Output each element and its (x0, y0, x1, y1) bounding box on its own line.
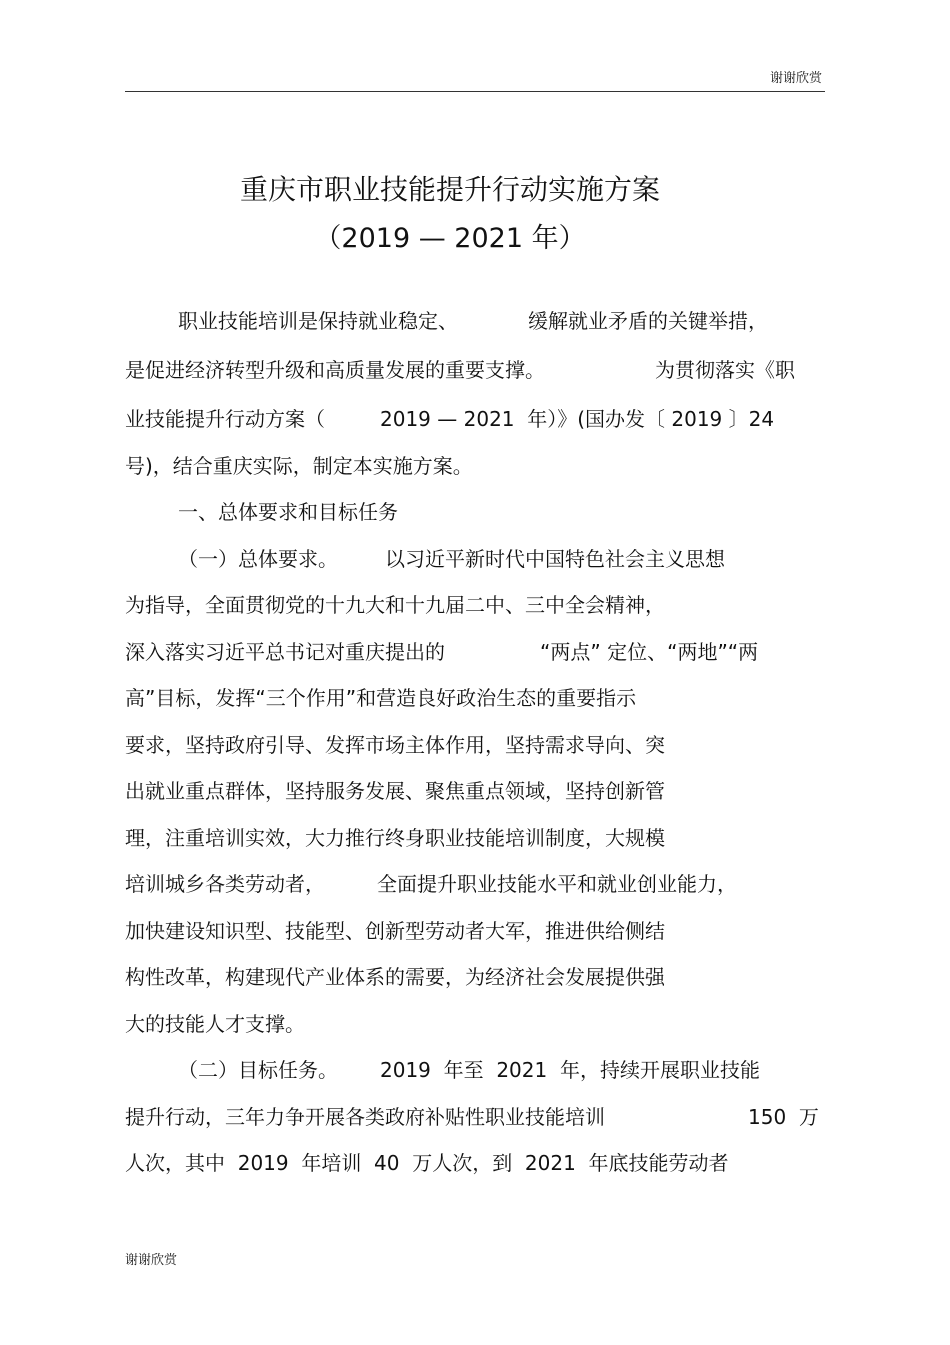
paragraph-line (0, 590, 950, 620)
text-segment: 要求，坚持政府引导、发挥市场主体作用，坚持需求导向、突 (125, 733, 665, 757)
text-segment: 2019 — 2021 年）》(国办发〔 2019 〕24 (380, 407, 775, 431)
text-segment: 深入落实习近平总书记对重庆提出的 (125, 640, 445, 664)
text-segment: 以习近平新时代中国特色社会主义思想 (385, 547, 725, 571)
page-footer-text: 谢谢欣赏 (125, 1253, 178, 1268)
text-segment: 出就业重点群体，坚持服务发展、聚焦重点领域，坚持创新管 (125, 779, 665, 803)
text-segment: （一）总体要求。 (178, 547, 338, 571)
text-segment: 号)，结合重庆实际，制定本实施方案。 (125, 454, 473, 478)
paragraph-line (0, 306, 950, 336)
text-segment: 培训城乡各类劳动者， (125, 872, 325, 896)
paragraph-line (0, 916, 950, 946)
text-segment: 理，注重培训实效，大力推行终身职业技能培训制度，大规模 (125, 826, 665, 850)
text-segment: 人次，其中 2019 年培训 40 万人次，到 2021 年底技能劳动者 (125, 1151, 729, 1175)
paragraph-line (0, 544, 950, 574)
text-segment: 业技能提升行动方案（ (125, 407, 325, 431)
text-segment: 为指导，全面贯彻党的十九大和十九届二中、三中全会精神， (125, 593, 665, 617)
paragraph-line (0, 823, 950, 853)
paragraph-line (0, 355, 950, 385)
paragraph-line (0, 1055, 950, 1085)
text-segment: 大的技能人才支撑。 (125, 1012, 305, 1036)
paragraph-line (0, 497, 950, 527)
paragraph-line (0, 637, 950, 667)
paragraph-line (0, 1009, 950, 1039)
text-segment: 是促进经济转型升级和高质量发展的重要支撑。 (125, 358, 545, 382)
text-segment: 缓解就业矛盾的关键举措， (528, 309, 768, 333)
page-header-text: 谢谢欣赏 (770, 71, 823, 86)
paragraph-line (0, 730, 950, 760)
text-segment: 构性改革，构建现代产业体系的需要，为经济社会发展提供强 (125, 965, 665, 989)
text-segment: 一、总体要求和目标任务 (178, 500, 398, 524)
paragraph-line (0, 404, 950, 434)
document-subtitle-years: （2019 — 2021 年） (314, 223, 586, 254)
paragraph-line (0, 869, 950, 899)
paragraph-line (0, 451, 950, 481)
text-segment: “两点” 定位、“两地”“两 (540, 640, 759, 664)
text-segment: 高”目标，发挥“三个作用”和营造良好政治生态的重要指示 (125, 686, 637, 710)
paragraph-line (0, 1148, 950, 1178)
text-segment: 职业技能培训是保持就业稳定、 (178, 309, 458, 333)
header-rule (125, 91, 825, 92)
text-segment: 为贯彻落实《职 (655, 358, 795, 382)
text-segment: 提升行动，三年力争开展各类政府补贴性职业技能培训 (125, 1105, 605, 1129)
text-segment: 加快建设知识型、技能型、创新型劳动者大军，推进供给侧结 (125, 919, 665, 943)
paragraph-line (0, 776, 950, 806)
paragraph-line (0, 1102, 950, 1132)
paragraph-line (0, 962, 950, 992)
text-segment: 2019 年至 2021 年，持续开展职业技能 (380, 1058, 760, 1082)
paragraph-line (0, 683, 950, 713)
text-segment: 150 万 (748, 1105, 819, 1129)
document-title: 重庆市职业技能提升行动实施方案 (239, 173, 660, 206)
text-segment: （二）目标任务。 (178, 1058, 338, 1082)
text-segment: 全面提升职业技能水平和就业创业能力， (377, 872, 737, 896)
